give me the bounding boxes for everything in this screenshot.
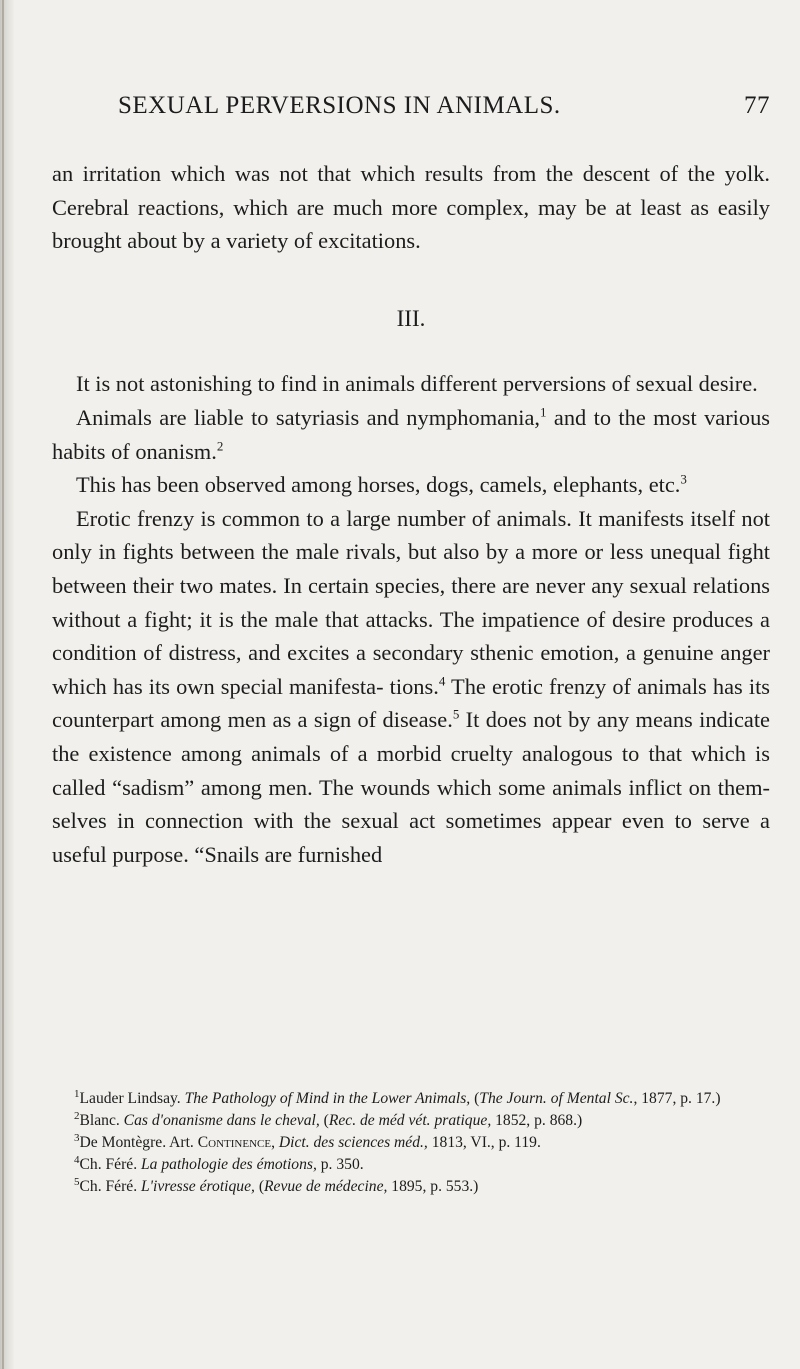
- footnote-ref-3: 3: [680, 471, 687, 487]
- footnote-number: 2: [74, 1109, 80, 1122]
- paragraph-4-text: This has been observed among horses, dogs, camels, elephants, etc.: [76, 472, 681, 498]
- footnote-text: Lauder Lindsay.: [79, 1090, 185, 1107]
- paragraph-3-text-2: and to the most various habits of onanism.: [52, 404, 770, 464]
- page-number: 77: [744, 92, 770, 119]
- paragraph-1: an irritation which was not that which results from the descent of the yolk. Cerebral reactions, which are much more complex, may be at least as easily brought about by a variety of excitations.: [52, 161, 770, 254]
- footnote-1: [52, 1088, 770, 1110]
- footnote-number: 5: [74, 1175, 80, 1188]
- paragraph-5-text-b: The erotic frenzy of animals has its counterpart among men as a sign of disease.: [52, 673, 770, 733]
- footnote-ref-5: 5: [452, 706, 460, 722]
- footnote-number: 3: [74, 1131, 80, 1144]
- footnote-2: [52, 1110, 770, 1132]
- footnote-text: 1895, p. 553.): [387, 1178, 479, 1195]
- footnote-title: Cas d'onanisme dans le cheval,: [123, 1112, 320, 1129]
- footnote-3: [52, 1132, 770, 1154]
- footnote-title: La pathologie des émotions,: [141, 1156, 317, 1173]
- footnote-text: 1813, VI., p. 119.: [427, 1134, 541, 1151]
- footnote-title: L'ivresse érotique,: [141, 1178, 255, 1195]
- footnote-text: p. 350.: [316, 1156, 364, 1173]
- section-heading: III.: [396, 305, 426, 331]
- footnote-4: [52, 1154, 770, 1176]
- footnote-text: (: [254, 1178, 265, 1195]
- footnote-text: De Montègre. Art.: [79, 1134, 198, 1151]
- footnote-title: The Pathology of Mind in the Lower Animals,: [184, 1090, 471, 1107]
- paragraph-5-text-c: It does not by any means indicate the existence among animals of a morbid cruelty analogous to that which is called “sadism” among men. The wounds which some animals inflict on them- selves in connection with the sexual act sometimes appear even to serve a useful purpose. “Snails are furnished: [52, 707, 770, 867]
- footnote-ref-4: 4: [438, 673, 446, 689]
- footnote-text: , 1877, p. 17.): [633, 1090, 721, 1107]
- paragraph-4: [52, 468, 770, 502]
- footnote-source: Rec. de méd vét. pratique,: [328, 1112, 492, 1129]
- footnote-text: 1852, p. 868.): [491, 1112, 583, 1129]
- footnote-number: 4: [74, 1153, 80, 1166]
- body-text: [52, 157, 770, 871]
- footnote-text: (: [319, 1112, 329, 1129]
- footnote-text: Ch. Féré.: [79, 1178, 141, 1195]
- page-header: [52, 92, 770, 132]
- footnote-text: (: [470, 1090, 480, 1107]
- footnote-text: Ch. Féré.: [79, 1156, 141, 1173]
- footnotes: [52, 1088, 770, 1198]
- paragraph-3-text: Animals are liable to satyriasis and nymphomania,: [76, 404, 541, 430]
- footnote-source: Dict. des sciences méd.,: [274, 1134, 428, 1151]
- footnote-ref-1: 1: [540, 404, 547, 420]
- binding-edge: [2, 0, 4, 1369]
- footnote-source: Revue de médecine,: [264, 1178, 388, 1195]
- paragraph-5: [52, 502, 770, 872]
- paragraph-5-text-a: Erotic frenzy is common to a large number of animals. It manifests itself not only in fights between the male rivals, but also by a more or less unequal fight between their two mates. In certain species, there are never any sexual relations without a fight; it is the male that attacks. The impatience of desire produces a condition of distress, and excites a secondary sthenic emotion, a genuine anger which has its own special manifesta- tions.: [52, 505, 770, 699]
- footnote-article: Continence,: [197, 1134, 275, 1151]
- footnote-5: [52, 1176, 770, 1198]
- footnote-ref-2: 2: [216, 438, 224, 454]
- footnote-source: The Journ. of Mental Sc.: [479, 1090, 634, 1107]
- paragraph-3: [52, 401, 770, 468]
- footnote-number: 1: [74, 1087, 80, 1100]
- footnote-text: Blanc.: [79, 1112, 124, 1129]
- running-head: SEXUAL PERVERSIONS IN ANIMALS.: [118, 92, 561, 119]
- paragraph-2: It is not astonishing to find in animals different perversions of sexual desire.: [76, 371, 758, 397]
